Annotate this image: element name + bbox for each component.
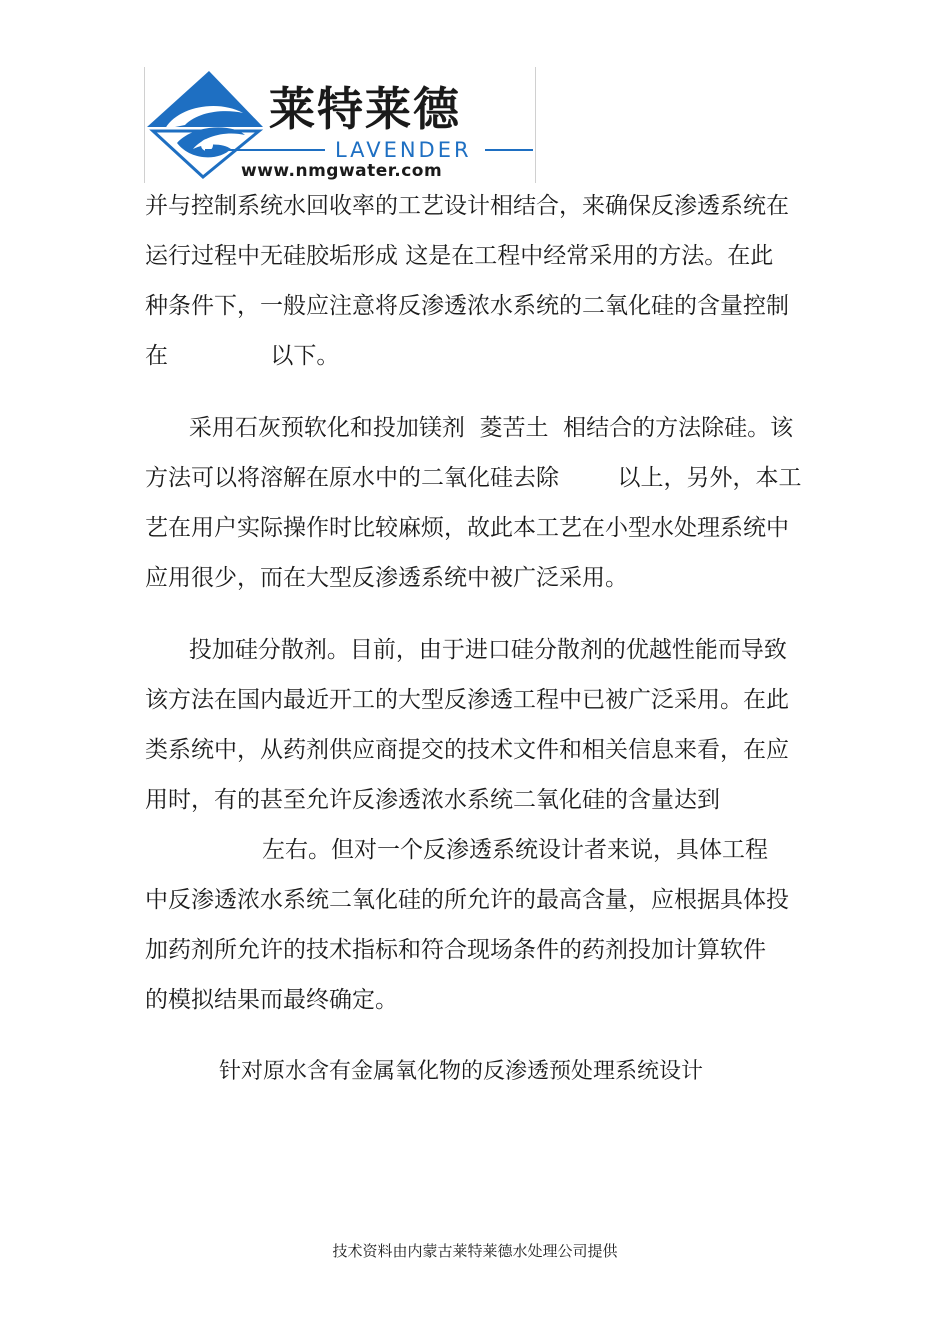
document-body [145,181,810,1097]
logo-english-name: LAVENDER [335,138,472,162]
logo-line-left [205,149,325,151]
text-line: 艺在用户实际操作时比较麻烦，故此本工艺在小型水处理系统中 [145,515,789,541]
logo-chinese-name: 莱特莱德 [269,82,461,136]
paragraph [145,403,810,603]
text-line: 的模拟结果而最终确定。 [145,987,398,1013]
text-line: 应用很少，而在大型反渗透系统中被广泛采用。 [145,565,628,591]
text-line: 在 以下。 [145,343,340,369]
text-line: 加药剂所允许的技术指标和符合现场条件的药剂投加计算软件 [145,937,766,963]
section-heading: 针对原水含有金属氧化物的反渗透预处理系统设计 [219,1059,704,1084]
text-line: 并与控制系统水回收率的工艺设计相结合，来确保反渗透系统在 [145,193,789,219]
text-line: 中反渗透浓水系统二氧化硅的所允许的最高含量，应根据具体投 [145,887,789,913]
text-line: 该方法在国内最近开工的大型反渗透工程中已被广泛采用。在此 [145,687,789,713]
paragraph [145,625,810,1025]
logo-english-row [205,137,535,163]
page-footer: 技术资料由内蒙古莱特莱德水处理公司提供 [332,1242,618,1260]
text-line: 采用石灰预软化和投加镁剂 菱苦土 相结合的方法除硅。该 [145,415,794,441]
text-line: 运行过程中无硅胶垢形成 这是在工程中经常采用的方法。在此 [145,243,774,269]
logo-url: www.nmgwater.com [241,161,443,181]
text-line: 用时，有的甚至允许反渗透浓水系统二氧化硅的含量达到 [145,787,720,813]
text-line: 种条件下，一般应注意将反渗透浓水系统的二氧化硅的含量控制 [145,293,789,319]
text-line: 类系统中，从药剂供应商提交的技术文件和相关信息来看，在应 [145,737,789,763]
logo-line-right [485,149,533,151]
paragraph [145,181,810,381]
company-logo [144,67,536,183]
text-line: 投加硅分散剂。目前，由于进口硅分散剂的优越性能而导致 [145,637,787,663]
text-line: 左右。但对一个反渗透系统设计者来说，具体工程 [145,837,768,863]
text-line: 方法可以将溶解在原水中的二氧化硅去除 以上，另外，本工 [145,465,802,491]
